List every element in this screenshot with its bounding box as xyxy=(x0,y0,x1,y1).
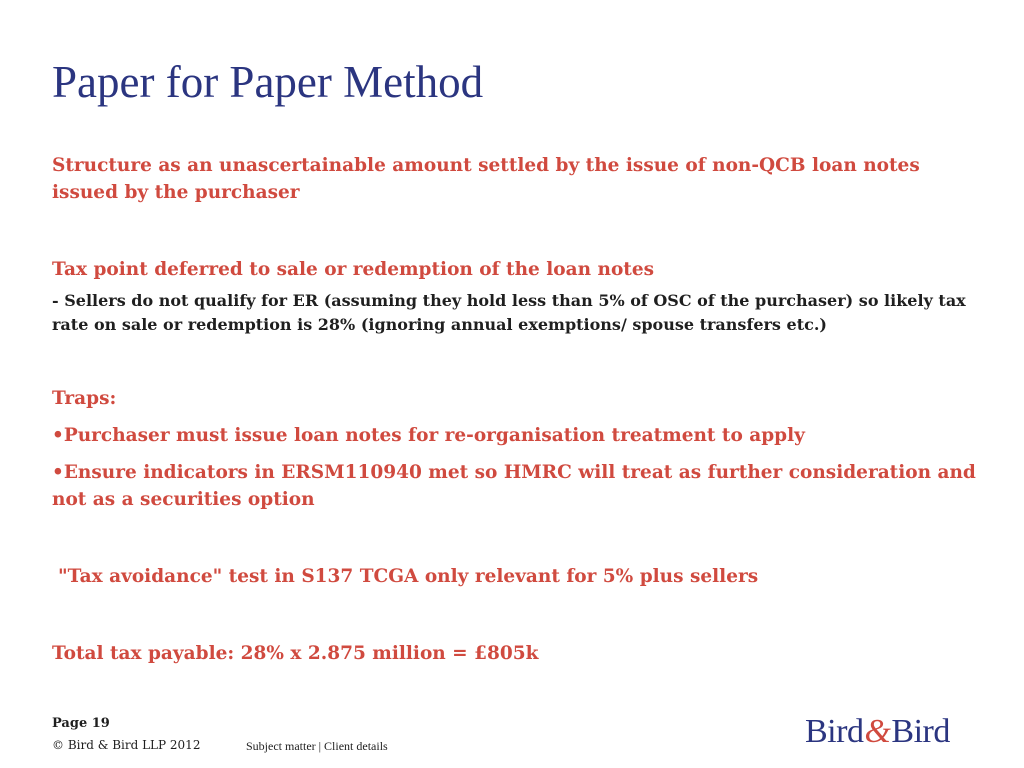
footer-subject: Subject matter | Client details xyxy=(246,739,388,753)
logo-ampersand: & xyxy=(864,713,891,750)
paragraph-sellers-er: - Sellers do not qualify for ER (assuming they hold less than 5% of OSC of the purchaser) so likely tax rate on sale or redemption is 28% (ignoring annual exemptions/ spouse transfers etc.) xyxy=(52,291,966,334)
logo-word-left: Bird xyxy=(805,713,864,750)
bird-and-bird-logo xyxy=(805,712,950,752)
trap-bullet-loan-notes: •Purchaser must issue loan notes for re-organisation treatment to apply xyxy=(52,425,805,446)
slide-content xyxy=(52,152,982,667)
copyright: © Bird & Bird LLP 2012 xyxy=(52,738,201,752)
logo-word-right: Bird xyxy=(891,713,950,750)
slide-title: Paper for Paper Method xyxy=(52,57,484,107)
trap-bullet-ersm: •Ensure indicators in ERSM110940 met so HMRC will treat as further consideration and not as a securities option xyxy=(52,462,976,510)
paragraph-structure: Structure as an unascertainable amount settled by the issue of non-QCB loan notes issued by the purchaser xyxy=(52,155,920,203)
paragraph-total-tax: Total tax payable: 28% x 2.875 million = £805k xyxy=(52,643,539,664)
paragraph-tax-avoidance: "Tax avoidance" test in S137 TCGA only relevant for 5% plus sellers xyxy=(58,566,759,587)
paragraph-tax-point: Tax point deferred to sale or redemption of the loan notes xyxy=(52,259,655,280)
traps-heading: Traps: xyxy=(52,388,117,409)
page-number: Page 19 xyxy=(52,716,110,731)
